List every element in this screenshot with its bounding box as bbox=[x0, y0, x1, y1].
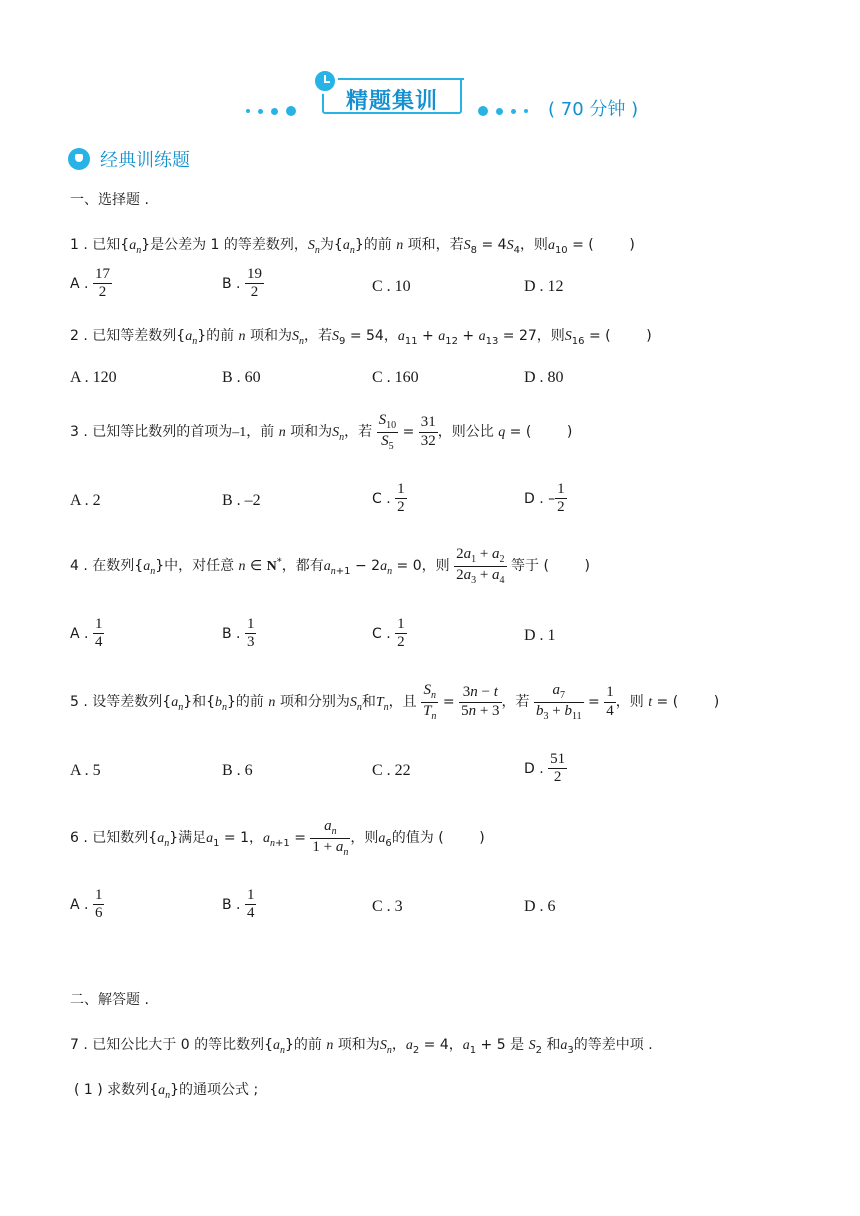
question-6: 6 . 已知数列$\{a_n\}$满足$a_1 = 1$，$a_{n+1}$ = $\frac{a_n}{1 + a_n}$ ，则$a_6$的值为 ( ) bbox=[70, 818, 485, 858]
part2-heading: 二、解答题 . bbox=[70, 992, 149, 1008]
q2-option-d[interactable]: D . 80 bbox=[524, 369, 564, 386]
q5-option-a[interactable]: A . 5 bbox=[70, 762, 101, 779]
question-3: 3 . 已知等比数列的首项为–1，前 n 项和为$S_n$，若 $\frac{S_{10}}{S_5}$ = $\frac{31}{32}$ ，则公比 q = ( ) bbox=[70, 412, 573, 452]
q1-prefix: 1 . 已知 bbox=[70, 237, 121, 253]
alarm-clock-icon bbox=[312, 68, 338, 94]
question-4: 4 . 在数列$\{a_n\}$中，对任意 n ∈ N*，都有$a_{n+1} - 2a_n = 0$，则 $\frac{2a_1 + a_2}{2a_3 + a_4}$ 等于 ( ) bbox=[70, 546, 590, 586]
q2-option-a[interactable]: A . 120 bbox=[70, 369, 117, 386]
q2-option-c[interactable]: C . 160 bbox=[372, 369, 419, 386]
q1-formula-a: $\{a_n\}$是公差为 1 的等差数列，$S_n$为$\{a_n\}$的前 n 项和，若$S_8 = 4S_4$，则$a_{10}$ = ( ) bbox=[120, 237, 635, 256]
q1-option-c[interactable]: C . 10 bbox=[372, 278, 411, 295]
q4-option-b[interactable]: B . $\frac{1}{3}$ bbox=[222, 616, 255, 651]
right-dots bbox=[478, 103, 536, 119]
page-title: 精题集训 bbox=[346, 89, 439, 114]
question-2: 2 . 已知等差数列$\{a_n\}$的前 n 项和为$S_n$，若$S_9 = 54$，$a_{11} + a_{12} + a_{13} = 27$，则$S_{16}$ = ( ) bbox=[70, 328, 652, 347]
q5-option-d[interactable]: D . $\frac{51}{2}$ bbox=[524, 751, 566, 786]
part1-heading: 一、选择题 . bbox=[70, 192, 149, 208]
question-1 bbox=[70, 234, 635, 256]
q3-option-b[interactable]: B . –2 bbox=[222, 492, 261, 509]
trophy-icon bbox=[68, 148, 90, 170]
q6-option-a[interactable]: A . $\frac{1}{6}$ bbox=[70, 887, 103, 922]
q5-option-c[interactable]: C . 22 bbox=[372, 762, 411, 779]
q6-option-c[interactable]: C . 3 bbox=[372, 898, 403, 915]
q7-sub1-prefix: ( 1 ) 求数列 bbox=[74, 1082, 150, 1098]
question-7: 7 . 已知公比大于 0 的等比数列$\{a_n\}$的前 n 项和为$S_n$，$a_2 = 4$，$a_1 + 5$ 是 $S_2$ 和$a_3$的等差中项 . bbox=[70, 1037, 653, 1056]
q6-option-d[interactable]: D . 6 bbox=[524, 898, 556, 915]
question-5: 5 . 设等差数列$\{a_n\}$和$\{b_n\}$的前 n 项和分别为$S_n$和$T_n$，且 $\frac{S_n}{T_n}$ = $\frac{3n - t}{5n + 3}$ ，若 $\frac{a_7}{b_3 + b_{11}}$ = $\frac{1}{4}$ ，则 t = ( ) bbox=[70, 682, 720, 722]
q5-option-b[interactable]: B . 6 bbox=[222, 762, 253, 779]
q3-option-d[interactable]: D . – $\frac{1}{2}$ bbox=[524, 481, 565, 516]
q2-option-b[interactable]: B . 60 bbox=[222, 369, 261, 386]
q5-prefix: 5 . 设等差数列 bbox=[70, 694, 163, 710]
q3-option-c[interactable]: C . $\frac{1}{2}$ bbox=[372, 481, 405, 516]
q6-option-b[interactable]: B . $\frac{1}{4}$ bbox=[222, 887, 255, 922]
time-limit: ( 70 分钟 ) bbox=[548, 99, 639, 120]
q1-option-d[interactable]: D . 12 bbox=[524, 278, 564, 295]
section-title: 经典训练题 bbox=[100, 150, 190, 171]
q1-option-a[interactable]: A . $\frac{17}{2}$ bbox=[70, 266, 110, 301]
q4-option-c[interactable]: C . $\frac{1}{2}$ bbox=[372, 616, 405, 651]
q6-prefix: 6 . 已知数列 bbox=[70, 830, 149, 846]
q4-prefix: 4 . 在数列 bbox=[70, 558, 135, 574]
q7-prefix: 7 . 已知公比大于 0 的等比数列 bbox=[70, 1037, 265, 1053]
left-dots bbox=[246, 103, 304, 119]
q3-prefix: 3 . 已知等比数列的首项为 bbox=[70, 424, 233, 440]
q1-option-b[interactable]: B . $\frac{19}{2}$ bbox=[222, 266, 262, 301]
question-7-part-1: ( 1 ) 求数列$\{a_n\}$的通项公式 ; bbox=[74, 1082, 259, 1101]
q3-option-a[interactable]: A . 2 bbox=[70, 492, 101, 509]
q2-prefix: 2 . 已知等差数列 bbox=[70, 328, 177, 344]
q4-option-d[interactable]: D . 1 bbox=[524, 627, 556, 644]
q4-option-a[interactable]: A . $\frac{1}{4}$ bbox=[70, 616, 103, 651]
